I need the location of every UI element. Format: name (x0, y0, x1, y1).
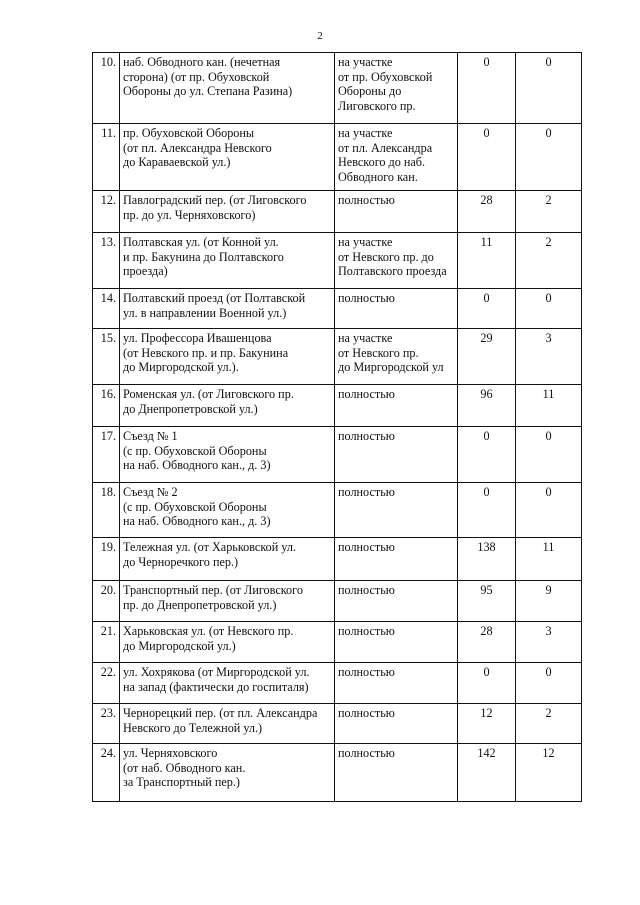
value-2-cell: 2 (516, 704, 582, 744)
value-2-cell: 9 (516, 581, 582, 622)
row-number: 17. (93, 427, 120, 483)
extent-cell: полностью (335, 427, 458, 483)
value-1-cell: 96 (458, 385, 516, 427)
value-2-cell: 11 (516, 385, 582, 427)
extent-cell: полностью (335, 538, 458, 581)
table-row (93, 744, 582, 802)
street-cell: Харьковская ул. (от Невского пр. до Миргородской ул.) (120, 622, 335, 663)
extent-cell: полностью (335, 483, 458, 538)
row-number: 13. (93, 233, 120, 289)
street-cell: Полтавский проезд (от Полтавской ул. в направлении Военной ул.) (120, 289, 335, 329)
page-number: 2 (317, 30, 323, 42)
streets-table (92, 52, 582, 802)
row-number: 21. (93, 622, 120, 663)
street-cell: ул. Черняховского (от наб. Обводного кан. за Транспортный пер.) (120, 744, 335, 802)
row-number: 14. (93, 289, 120, 329)
extent-cell: на участке от пл. Александра Невского до наб. Обводного кан. (335, 124, 458, 191)
row-number: 23. (93, 704, 120, 744)
table-row (93, 289, 582, 329)
street-cell: Съезд № 2 (с пр. Обуховской Обороны на наб. Обводного кан., д. 3) (120, 483, 335, 538)
street-cell: ул. Профессора Ивашенцова (от Невского пр. и пр. Бакунина до Миргородской ул.). (120, 329, 335, 385)
row-number: 20. (93, 581, 120, 622)
value-2-cell: 0 (516, 483, 582, 538)
value-2-cell: 0 (516, 427, 582, 483)
value-1-cell: 12 (458, 704, 516, 744)
row-number: 19. (93, 538, 120, 581)
extent-cell: полностью (335, 289, 458, 329)
row-number: 10. (93, 53, 120, 124)
table-row (93, 53, 582, 124)
value-1-cell: 28 (458, 622, 516, 663)
value-2-cell: 2 (516, 191, 582, 233)
value-1-cell: 95 (458, 581, 516, 622)
table-row (93, 124, 582, 191)
row-number: 16. (93, 385, 120, 427)
street-cell: наб. Обводного кан. (нечетная сторона) (от пр. Обуховской Обороны до ул. Степана Разина) (120, 53, 335, 124)
street-cell: Съезд № 1 (с пр. Обуховской Обороны на наб. Обводного кан., д. 3) (120, 427, 335, 483)
table-row (93, 385, 582, 427)
table-row (93, 191, 582, 233)
street-cell: Роменская ул. (от Лиговского пр. до Днепропетровской ул.) (120, 385, 335, 427)
value-1-cell: 11 (458, 233, 516, 289)
extent-cell: полностью (335, 385, 458, 427)
value-2-cell: 12 (516, 744, 582, 802)
value-1-cell: 29 (458, 329, 516, 385)
value-1-cell: 138 (458, 538, 516, 581)
value-2-cell: 2 (516, 233, 582, 289)
value-2-cell: 0 (516, 124, 582, 191)
table-row (93, 622, 582, 663)
value-1-cell: 0 (458, 663, 516, 704)
table-row (93, 233, 582, 289)
extent-cell: полностью (335, 663, 458, 704)
extent-cell: полностью (335, 744, 458, 802)
value-1-cell: 142 (458, 744, 516, 802)
street-cell: Чернорецкий пер. (от пл. Александра Невского до Тележной ул.) (120, 704, 335, 744)
value-1-cell: 0 (458, 427, 516, 483)
table-row (93, 663, 582, 704)
value-2-cell: 0 (516, 53, 582, 124)
row-number: 12. (93, 191, 120, 233)
extent-cell: на участке от Невского пр. до Миргородской ул (335, 329, 458, 385)
extent-cell: полностью (335, 191, 458, 233)
table-row (93, 704, 582, 744)
row-number: 22. (93, 663, 120, 704)
value-1-cell: 0 (458, 124, 516, 191)
value-1-cell: 0 (458, 289, 516, 329)
value-1-cell: 0 (458, 483, 516, 538)
value-1-cell: 28 (458, 191, 516, 233)
table-row (93, 427, 582, 483)
extent-cell: полностью (335, 704, 458, 744)
table-row (93, 329, 582, 385)
extent-cell: на участке от пр. Обуховской Обороны до Лиговского пр. (335, 53, 458, 124)
table-row (93, 483, 582, 538)
value-1-cell: 0 (458, 53, 516, 124)
extent-cell: на участке от Невского пр. до Полтавского проезда (335, 233, 458, 289)
value-2-cell: 3 (516, 622, 582, 663)
street-cell: Полтавская ул. (от Конной ул. и пр. Бакунина до Полтавского проезда) (120, 233, 335, 289)
street-cell: ул. Хохрякова (от Миргородской ул. на запад (фактически до госпиталя) (120, 663, 335, 704)
row-number: 15. (93, 329, 120, 385)
extent-cell: полностью (335, 581, 458, 622)
extent-cell: полностью (335, 622, 458, 663)
street-cell: Павлоградский пер. (от Лиговского пр. до ул. Черняховского) (120, 191, 335, 233)
row-number: 18. (93, 483, 120, 538)
street-cell: пр. Обуховской Обороны (от пл. Александра Невского до Караваевской ул.) (120, 124, 335, 191)
street-cell: Тележная ул. (от Харьковской ул. до Черноречкого пер.) (120, 538, 335, 581)
value-2-cell: 11 (516, 538, 582, 581)
value-2-cell: 0 (516, 289, 582, 329)
value-2-cell: 3 (516, 329, 582, 385)
value-2-cell: 0 (516, 663, 582, 704)
street-cell: Транспортный пер. (от Лиговского пр. до Днепропетровской ул.) (120, 581, 335, 622)
row-number: 11. (93, 124, 120, 191)
table-row (93, 538, 582, 581)
table-row (93, 581, 582, 622)
row-number: 24. (93, 744, 120, 802)
